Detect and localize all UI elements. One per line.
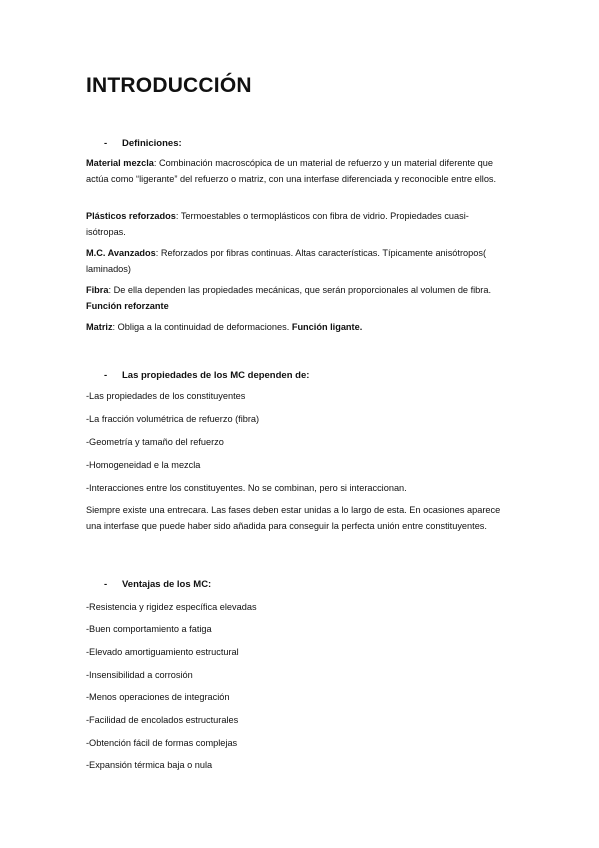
definition-text: : Obliga a la continuidad de deformaciones. <box>112 322 292 332</box>
definition-term: Material mezcla <box>86 158 154 168</box>
list-item: -Elevado amortiguamiento estructural <box>86 647 239 657</box>
list-item: -Geometría y tamaño del refuerzo <box>86 437 224 447</box>
list-item: -Buen comportamiento a fatiga <box>86 624 212 634</box>
list-item: -Facilidad de encolados estructurales <box>86 715 239 725</box>
definition-text: : De ella dependen las propiedades mecánicas, que serán proporcionales al volumen de fibra. <box>108 285 492 295</box>
definition-entry <box>86 156 504 187</box>
list-item: -Obtención fácil de formas complejas <box>86 738 238 748</box>
definition-term: Plásticos reforzados <box>86 211 176 221</box>
definition-emphasis: Función ligante. <box>291 322 363 332</box>
list-item: -Menos operaciones de integración <box>86 692 230 702</box>
list-item: -Las propiedades de los constituyentes <box>86 391 246 401</box>
definition-emphasis: Función reforzante <box>86 300 169 311</box>
section-heading-ventajas <box>104 579 211 590</box>
list-item: -Insensibilidad a corrosión <box>86 670 193 680</box>
definition-entry <box>86 246 504 277</box>
bullet-dash: - <box>104 579 108 590</box>
list-item: -La fracción volumétrica de refuerzo (fibra) <box>86 414 260 424</box>
bullet-dash: - <box>104 138 108 149</box>
definition-text: : Termoestables o termoplásticos con fibra de vidrio. Propiedades cuasi-isótropas. <box>86 211 469 237</box>
definition-entry <box>86 209 504 240</box>
list-item: -Expansión térmica baja o nula <box>86 760 213 770</box>
page-title: INTRODUCCIÓN <box>86 74 252 97</box>
definition-term: Matriz <box>86 322 113 332</box>
definition-term: Fibra <box>86 285 109 295</box>
paragraph-note: Siempre existe una entrecara. Las fases deben estar unidas a lo largo de esta. En ocasiones aparece una interfase que puede haber sido añadida para conseguir la perfecta unión entre constituyentes. <box>86 505 501 531</box>
section-heading-definiciones <box>104 138 182 149</box>
list-item: -Resistencia y rigidez específica elevadas <box>86 602 257 612</box>
definition-text: : Reforzados por fibras continuas. Altas características. Típicamente anisótropos( laminados) <box>86 248 487 274</box>
list-item: -Homogeneidad e la mezcla <box>86 460 201 470</box>
section-heading-text: Ventajas de los MC: <box>122 579 212 590</box>
definition-term: M.C. Avanzados <box>86 248 156 258</box>
definition-text: : Combinación macroscópica de un material de refuerzo y un material diferente que actúa como “ligerante” del refuerzo o matriz, con una interfase diferenciada y reconocible entre ellos. <box>86 158 497 184</box>
section-heading-text: Las propiedades de los MC dependen de: <box>122 370 310 381</box>
definition-entry <box>86 320 504 336</box>
section-heading-text: Definiciones: <box>122 138 182 149</box>
definition-entry <box>86 283 504 314</box>
section-heading-propiedades <box>104 370 309 381</box>
bullet-dash: - <box>104 370 108 381</box>
list-item: -Interacciones entre los constituyentes. No se combinan, pero si interaccionan. <box>86 483 407 493</box>
